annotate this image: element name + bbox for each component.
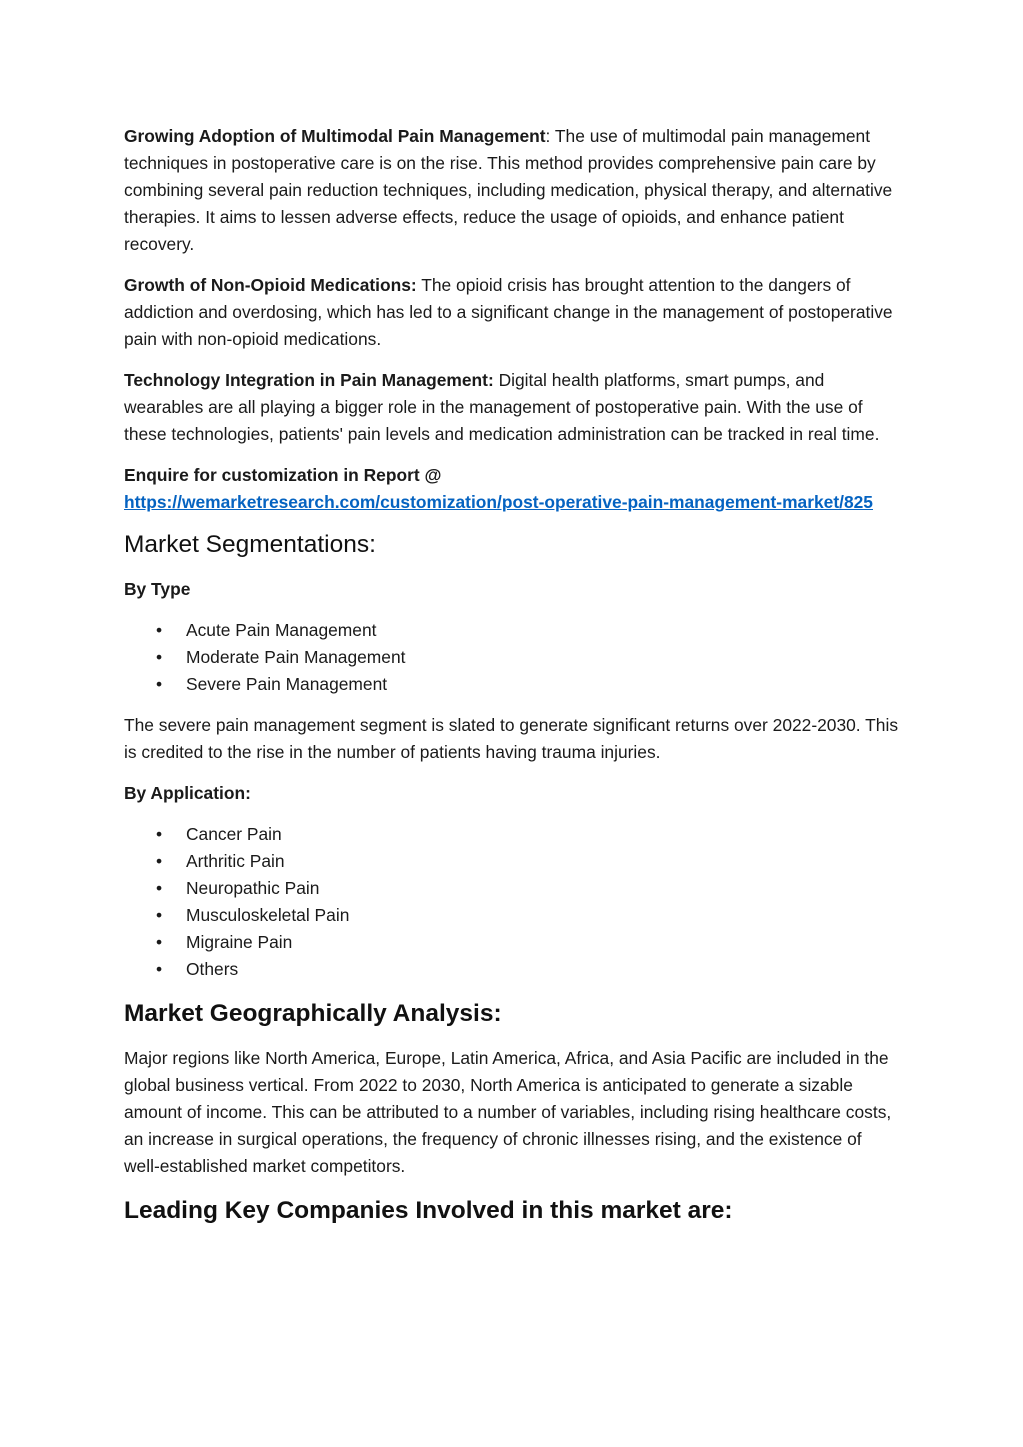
bullet-icon: • (156, 647, 163, 667)
segmentations-heading: Market Segmentations: (124, 531, 376, 558)
trend-paragraph-non-opioid (124, 272, 899, 353)
list-item-label: Neuropathic Pain (186, 878, 320, 898)
list-item-label: Arthritic Pain (186, 851, 285, 871)
bullet-icon: • (156, 932, 163, 952)
list-item (124, 875, 899, 902)
list-item (124, 848, 899, 875)
customization-link[interactable]: https://wemarketresearch.com/customization/post-operative-pain-management-market/825 (124, 492, 873, 512)
list-item-label: Migraine Pain (186, 932, 293, 952)
type-list (124, 617, 899, 698)
list-item-label: Moderate Pain Management (186, 647, 406, 667)
list-item (124, 902, 899, 929)
bullet-icon: • (156, 878, 163, 898)
list-item-label: Cancer Pain (186, 824, 282, 844)
trend-text-technology: Digital health platforms, smart pumps, and wearables are all playing a bigger role in the management of postoperative pain. With the use of these technologies, patients' pain levels and medication administration can be tracked in real time. (124, 370, 880, 444)
list-item-label: Others (186, 959, 239, 979)
bullet-icon: • (156, 620, 163, 640)
companies-heading: Leading Key Companies Involved in this market are: (124, 1197, 733, 1224)
by-type-label: By Type (124, 579, 191, 599)
list-item (124, 644, 899, 671)
list-item-label: Acute Pain Management (186, 620, 377, 640)
bullet-icon: • (156, 959, 163, 979)
document-page (124, 123, 899, 1242)
list-item (124, 821, 899, 848)
trend-text-multimodal: The use of multimodal pain management techniques in postoperative care is on the rise. This method provides comprehensive pain care by combining several pain reduction techniques, including medication, physical therapy, and alternative therapies. It aims to lessen adverse effects, reduce the usage of opioids, and enhance patient recovery. (124, 126, 893, 254)
list-item-label: Musculoskeletal Pain (186, 905, 350, 925)
geography-heading: Market Geographically Analysis: (124, 1000, 502, 1027)
trend-lead-technology: Technology Integration in Pain Management: (124, 370, 494, 390)
geography-text: Major regions like North America, Europe, Latin America, Africa, and Asia Pacific are included in the global business vertical. From 2022 to 2030, North America is anticipated to generate a sizable amount of income. This can be attributed to a number of variables, including rising healthcare costs, an increase in surgical operations, the frequency of chronic illnesses rising, and the existence of well-established market competitors. (124, 1048, 892, 1176)
type-note: The severe pain management segment is slated to generate significant returns over 2022-2030. This is credited to the rise in the number of patients having trauma injuries. (124, 715, 899, 762)
trend-lead-non-opioid: Growth of Non-Opioid Medications: (124, 275, 417, 295)
bullet-icon: • (156, 851, 163, 871)
bullet-icon: • (156, 905, 163, 925)
trend-text-non-opioid: The opioid crisis has brought attention to the dangers of addiction and overdosing, which has led to a significant change in the management of postoperative pain with non-opioid medications. (124, 275, 893, 349)
trend-separator-multimodal: : (545, 126, 551, 146)
enquire-block (124, 462, 899, 516)
trend-lead-multimodal: Growing Adoption of Multimodal Pain Management (124, 126, 546, 146)
list-item (124, 929, 899, 956)
bullet-icon: • (156, 674, 163, 694)
trend-paragraph-technology (124, 367, 899, 448)
by-application-label: By Application: (124, 783, 251, 803)
list-item (124, 671, 899, 698)
trend-paragraph-multimodal (124, 123, 899, 258)
list-item (124, 617, 899, 644)
list-item-label: Severe Pain Management (186, 674, 388, 694)
enquire-label: Enquire for customization in Report @ (124, 465, 442, 485)
bullet-icon: • (156, 824, 163, 844)
list-item (124, 956, 899, 983)
application-list (124, 821, 899, 983)
